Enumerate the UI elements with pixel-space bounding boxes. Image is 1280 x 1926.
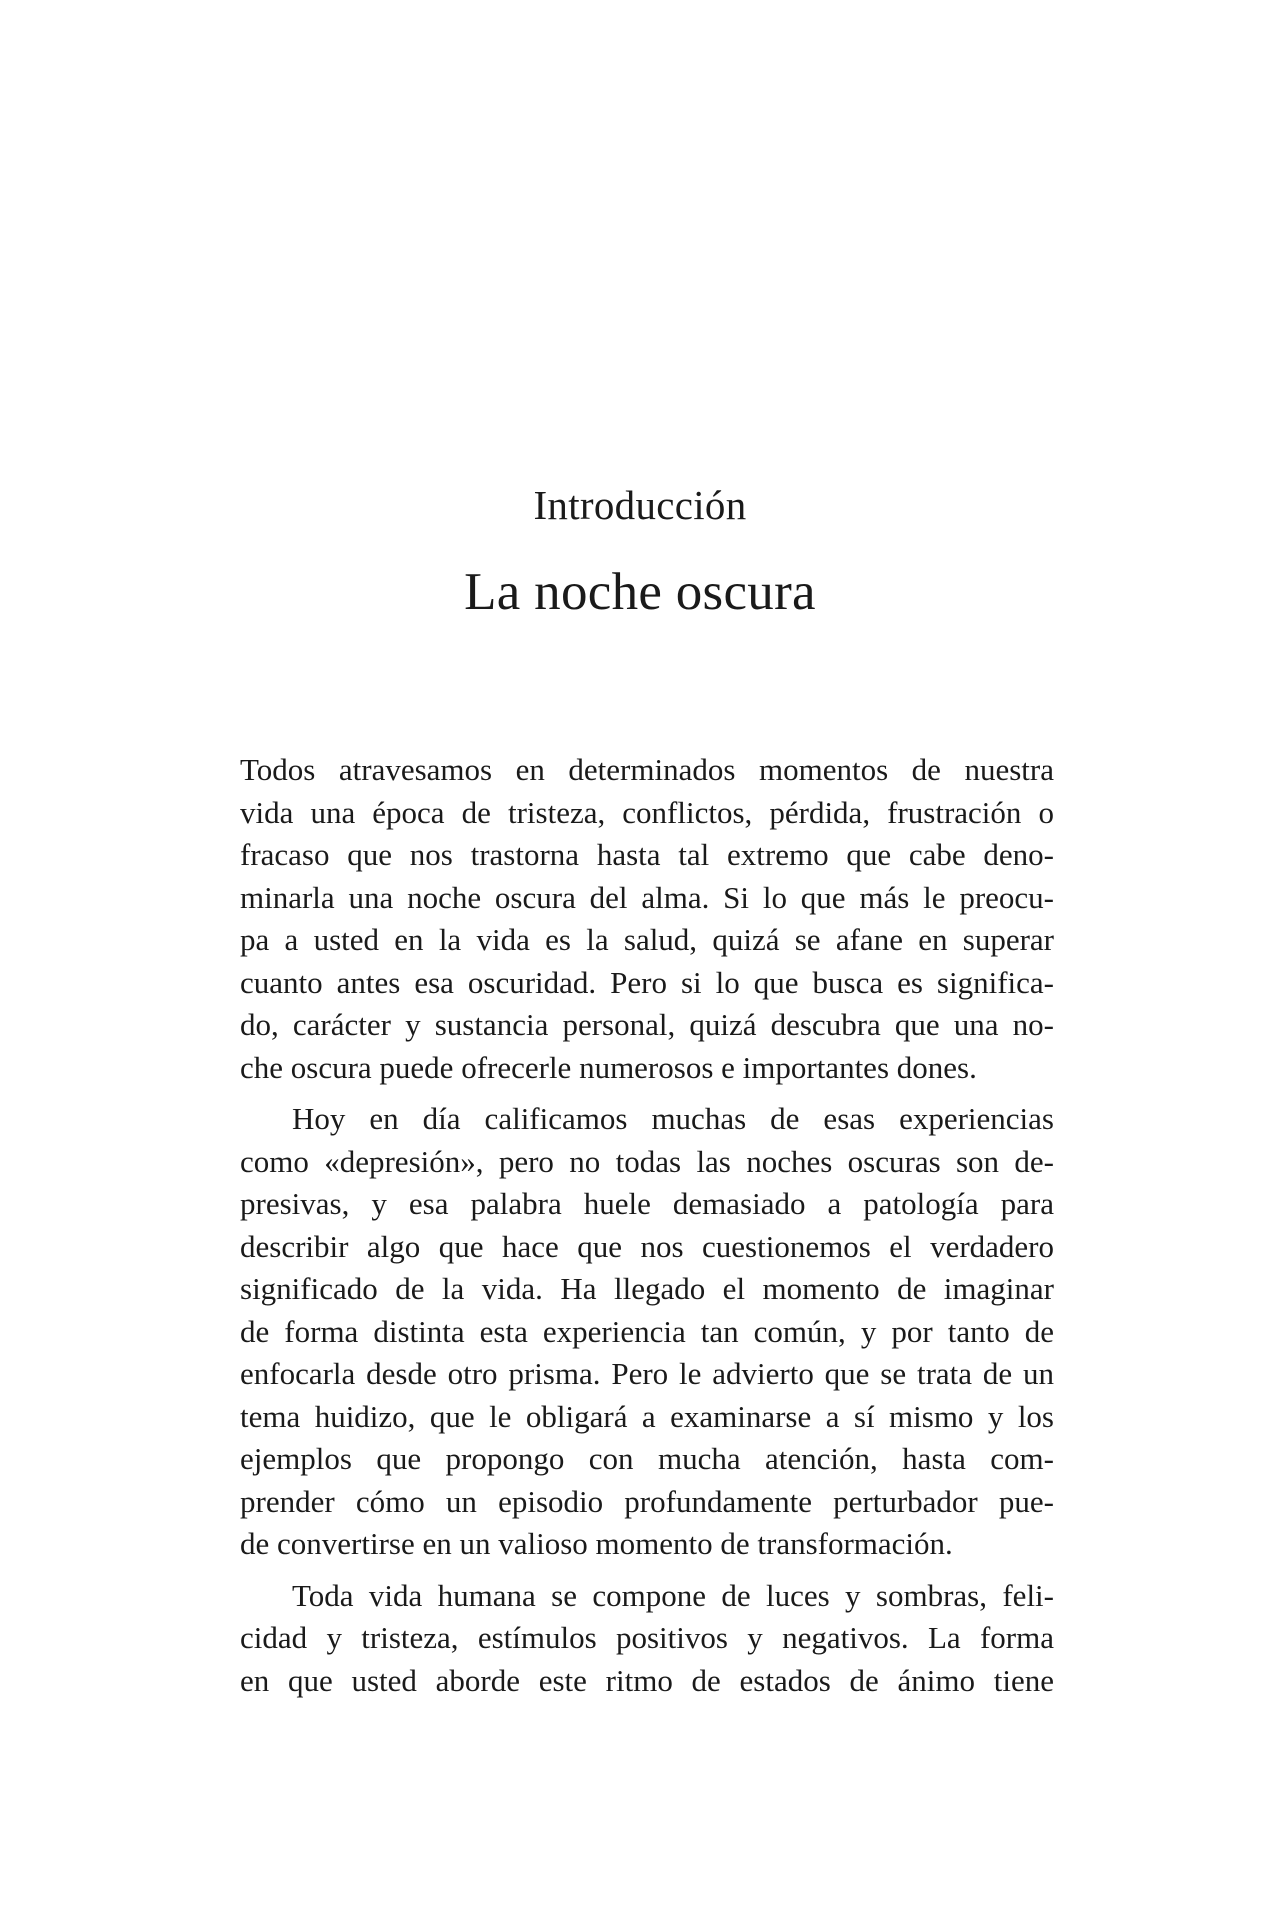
text-line: fracaso que nos trastorna hasta tal extremo que cabe deno- [240,837,1054,872]
text-line: presivas, y esa palabra huele demasiado a patología para [240,1186,1054,1221]
text-line: do, carácter y sustancia personal, quizá descubra que una no- [240,1007,1054,1042]
text-line: vida una época de tristeza, conflictos, pérdida, frustración o [240,794,1054,830]
text-line: che oscura puede ofrecerle numerosos e importantes dones. [240,1049,977,1085]
chapter-title: La noche oscura [464,563,816,621]
paragraph [240,1098,1054,1566]
text-line: tema huidizo, que le obligará a examinarse a sí mismo y los [240,1398,1054,1434]
text-line: en que usted aborde este ritmo de estados de ánimo tiene [240,1662,1054,1698]
text-line: Hoy en día calificamos muchas de esas experiencias [292,1101,1054,1136]
text-line: de convertirse en un valioso momento de transformación. [240,1526,953,1561]
text-line: significado de la vida. Ha llegado el momento de imaginar [240,1271,1054,1306]
text-line: cuanto antes esa oscuridad. Pero si lo que busca es significa- [240,964,1054,1000]
text-line: como «depresión», pero no todas las noches oscuras son de- [240,1143,1054,1179]
paragraph [240,1575,1054,1703]
text-line: cidad y tristeza, estímulos positivos y negativos. La forma [240,1620,1054,1655]
chapter-label: Introducción [533,482,747,528]
text-line: prender cómo un episodio profundamente perturbador pue- [240,1483,1054,1519]
text-line: pa a usted en la vida es la salud, quizá se afane en superar [240,922,1054,957]
text-line: ejemplos que propongo con mucha atención, hasta com- [240,1441,1054,1476]
paragraph [240,749,1054,1089]
body-text [240,749,1054,1702]
text-line: Todos atravesamos en determinados momentos de nuestra [240,752,1054,787]
text-line: describir algo que hace que nos cuestionemos el verdadero [240,1228,1054,1264]
text-line: Toda vida humana se compone de luces y sombras, feli- [292,1577,1054,1613]
text-line: enfocarla desde otro prisma. Pero le advierto que se trata de un [240,1356,1054,1391]
text-line: minarla una noche oscura del alma. Si lo que más le preocu- [240,879,1054,915]
text-line: de forma distinta esta experiencia tan común, y por tanto de [240,1313,1054,1349]
